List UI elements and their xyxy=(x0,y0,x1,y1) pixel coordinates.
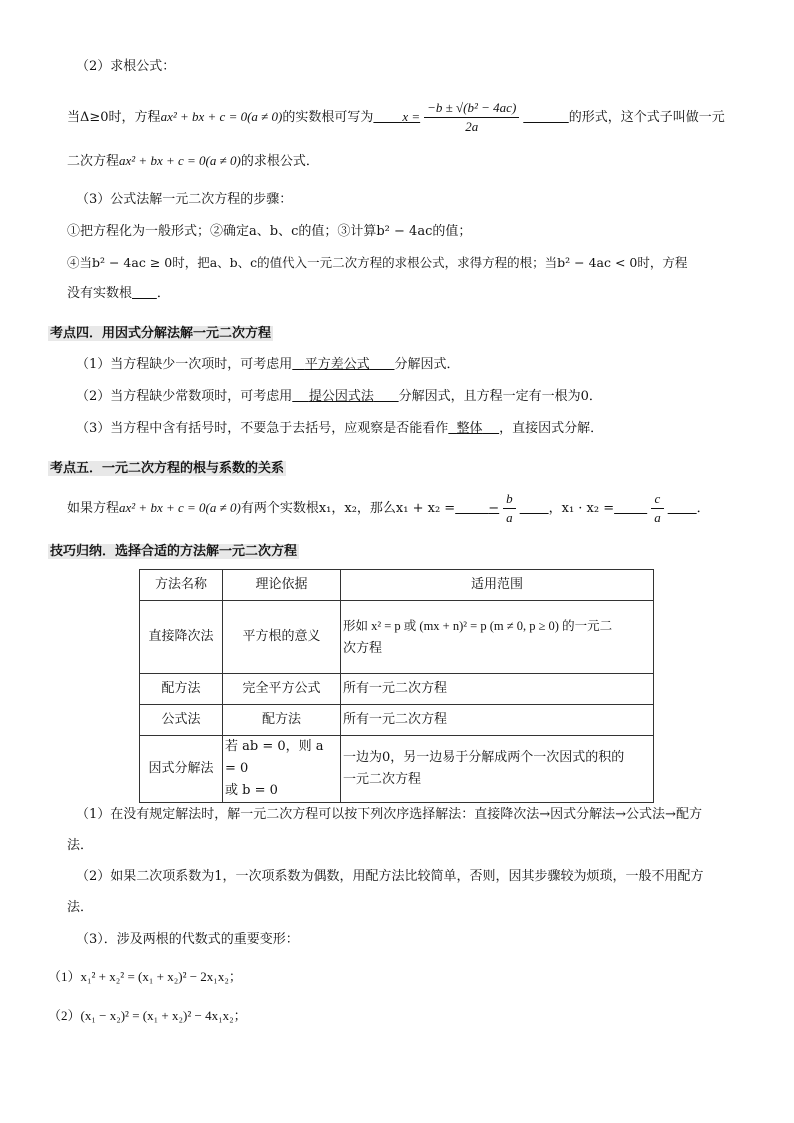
method-basis: 配方法 xyxy=(223,705,341,736)
scope-line: 一边为0，另一边易于分解成两个一次因式的积的 xyxy=(343,750,625,765)
scope-line: 形如 x² = p 或 (mx + n)² = p (m ≠ 0, p ≥ 0) 的一元二 xyxy=(343,618,613,633)
root-formula-fraction xyxy=(424,99,519,136)
s2-line2 xyxy=(67,151,319,172)
tip-2-line-a: （2）如果二次项系数为1，一次项系数为偶数，用配方法比较简单，否则，因其步骤较为烦琐，一般不用配方 xyxy=(76,869,704,884)
formula-denominator: 2a xyxy=(465,119,479,134)
equation-3: ax² + bx + c = 0(a ≠ 0) xyxy=(119,500,241,515)
k4-1-fill xyxy=(292,357,394,372)
identity-1: （1）x₁² + x₂² = (x₁ + x₂)² − 2x₁x₂； xyxy=(48,969,242,984)
k4-title xyxy=(48,324,273,344)
s2-text-e: 的求根公式． xyxy=(240,154,319,169)
sum-fraction xyxy=(503,490,516,527)
s3-step3 xyxy=(67,284,170,304)
formula-lhs: x = xyxy=(402,109,421,124)
method-basis: 平方根的意义 xyxy=(223,601,341,674)
method-name: 因式分解法 xyxy=(140,736,223,803)
blank-product xyxy=(614,491,697,525)
blank-no-real-root xyxy=(132,286,157,301)
table-header-cell: 理论依据 xyxy=(223,570,341,601)
k4-1-fill-text: 平方差公式 xyxy=(304,357,370,372)
scope-line: 次方程 xyxy=(343,640,383,656)
table-header-cell: 方法名称 xyxy=(140,570,223,601)
method-basis: 完全平方公式 xyxy=(223,674,341,705)
root-formula-line xyxy=(67,97,725,138)
sum-denominator: a xyxy=(506,510,513,525)
table-header-row xyxy=(140,570,654,601)
k4-item-2 xyxy=(76,387,602,407)
s2-text-a: 当Δ≥0时，方程 xyxy=(67,110,161,125)
k5-text-a: 如果方程 xyxy=(67,501,120,516)
k5-title-text: 考点五．一元二次方程的根与系数的关系 xyxy=(50,461,285,476)
k4-title-text: 考点四．用因式分解法解一元二次方程 xyxy=(50,326,272,341)
table-row xyxy=(140,601,654,674)
tip-title-text: 技巧归纳．选择合适的方法解一元二次方程 xyxy=(50,544,298,559)
method-scope: 所有一元二次方程 xyxy=(341,674,654,705)
blank-sum xyxy=(455,491,548,525)
s2-text-d: 二次方程 xyxy=(67,154,120,169)
product-denominator: a xyxy=(654,510,661,525)
table-header-cell: 适用范围 xyxy=(341,570,654,601)
k5-text-b: 有两个实数根x₁，x₂，那么x₁ + x₂ = xyxy=(240,501,456,516)
s3-heading: （3）公式法解一元二次方程的步骤： xyxy=(76,192,293,207)
equation: ax² + bx + c = 0(a ≠ 0) xyxy=(160,109,283,124)
k4-2-fill-text: 提公因式法 xyxy=(308,389,374,404)
tip-1-line-b: 法． xyxy=(67,838,94,853)
blank-root-formula xyxy=(373,100,568,134)
s3-step1: ①把方程化为一般形式；②确定a、b、c的值；③计算b² − 4ac的值； xyxy=(67,224,472,239)
table-row xyxy=(140,705,654,736)
methods-table xyxy=(139,569,654,803)
sum-numerator: b xyxy=(503,490,516,509)
method-scope: 所有一元二次方程 xyxy=(341,705,654,736)
tip-1-line-a: （1）在没有规定解法时，解一元二次方程可以按下列次序选择解法：直接降次法→因式分解法→公式法→配方 xyxy=(76,807,702,822)
k5-text-c: ，x₁ · x₂ = xyxy=(548,501,615,516)
k4-item-3 xyxy=(76,419,603,439)
s3-step2: ④当b² − 4ac ≥ 0时，把a、b、c的值代入一元二次方程的求根公式，求得方程的根；当b² − 4ac < 0时，方程 xyxy=(67,255,688,270)
method-name: 直接降次法 xyxy=(140,601,223,674)
k4-3-text-a: （3）当方程中含有括号时，不要急于去括号，应观察是否能看作 xyxy=(76,421,449,436)
k4-item-1 xyxy=(76,355,460,375)
tip-3-heading: （3）．涉及两根的代数式的重要变形： xyxy=(76,932,299,947)
k4-1-text-a: （1）当方程缺少一次项时，可考虑用 xyxy=(76,357,293,372)
product-fraction xyxy=(651,490,664,527)
s3-period: ． xyxy=(156,286,170,301)
s2-text-c: 的形式，这个式子叫做一元 xyxy=(568,110,725,125)
sum-minus: − xyxy=(488,501,500,516)
k4-2-fill xyxy=(292,389,398,404)
k5-title xyxy=(48,459,286,479)
method-name: 配方法 xyxy=(140,674,223,705)
k4-2-text-b: 分解因式，且方程一定有一根为0． xyxy=(398,389,602,404)
basis-line: 或 b = 0 xyxy=(225,783,278,798)
k4-3-fill xyxy=(448,421,499,436)
identity-2: （2）(x₁ − x₂)² = (x₁ + x₂)² − 4x₁x₂； xyxy=(48,1008,247,1023)
table-row xyxy=(140,674,654,705)
product-numerator: c xyxy=(651,490,664,509)
k4-3-text-b: ，直接因式分解． xyxy=(499,421,604,436)
tip-2-line-b: 法． xyxy=(67,900,94,915)
basis-line: 若 ab = 0，则 a = 0 xyxy=(225,739,324,776)
k5-line xyxy=(67,490,710,527)
method-scope xyxy=(341,601,654,674)
table-row xyxy=(140,736,654,803)
k4-2-text-a: （2）当方程缺少常数项时，可考虑用 xyxy=(76,389,293,404)
tip-title xyxy=(48,542,299,562)
formula-numerator: −b ± √(b² − 4ac) xyxy=(424,99,519,118)
equation-2: ax² + bx + c = 0(a ≠ 0) xyxy=(119,153,241,168)
s2-text-b: 的实数根可写为 xyxy=(282,110,374,125)
k5-period: ． xyxy=(696,501,710,516)
s3-text: 没有实数根 xyxy=(67,286,133,301)
method-basis xyxy=(223,736,341,803)
scope-line: 一元二次方程 xyxy=(343,772,422,787)
k4-3-fill-text: 整体 xyxy=(456,421,483,436)
s2-heading: （2）求根公式： xyxy=(76,59,176,74)
method-name: 公式法 xyxy=(140,705,223,736)
k4-1-text-b: 分解因式． xyxy=(394,357,460,372)
method-scope xyxy=(341,736,654,803)
